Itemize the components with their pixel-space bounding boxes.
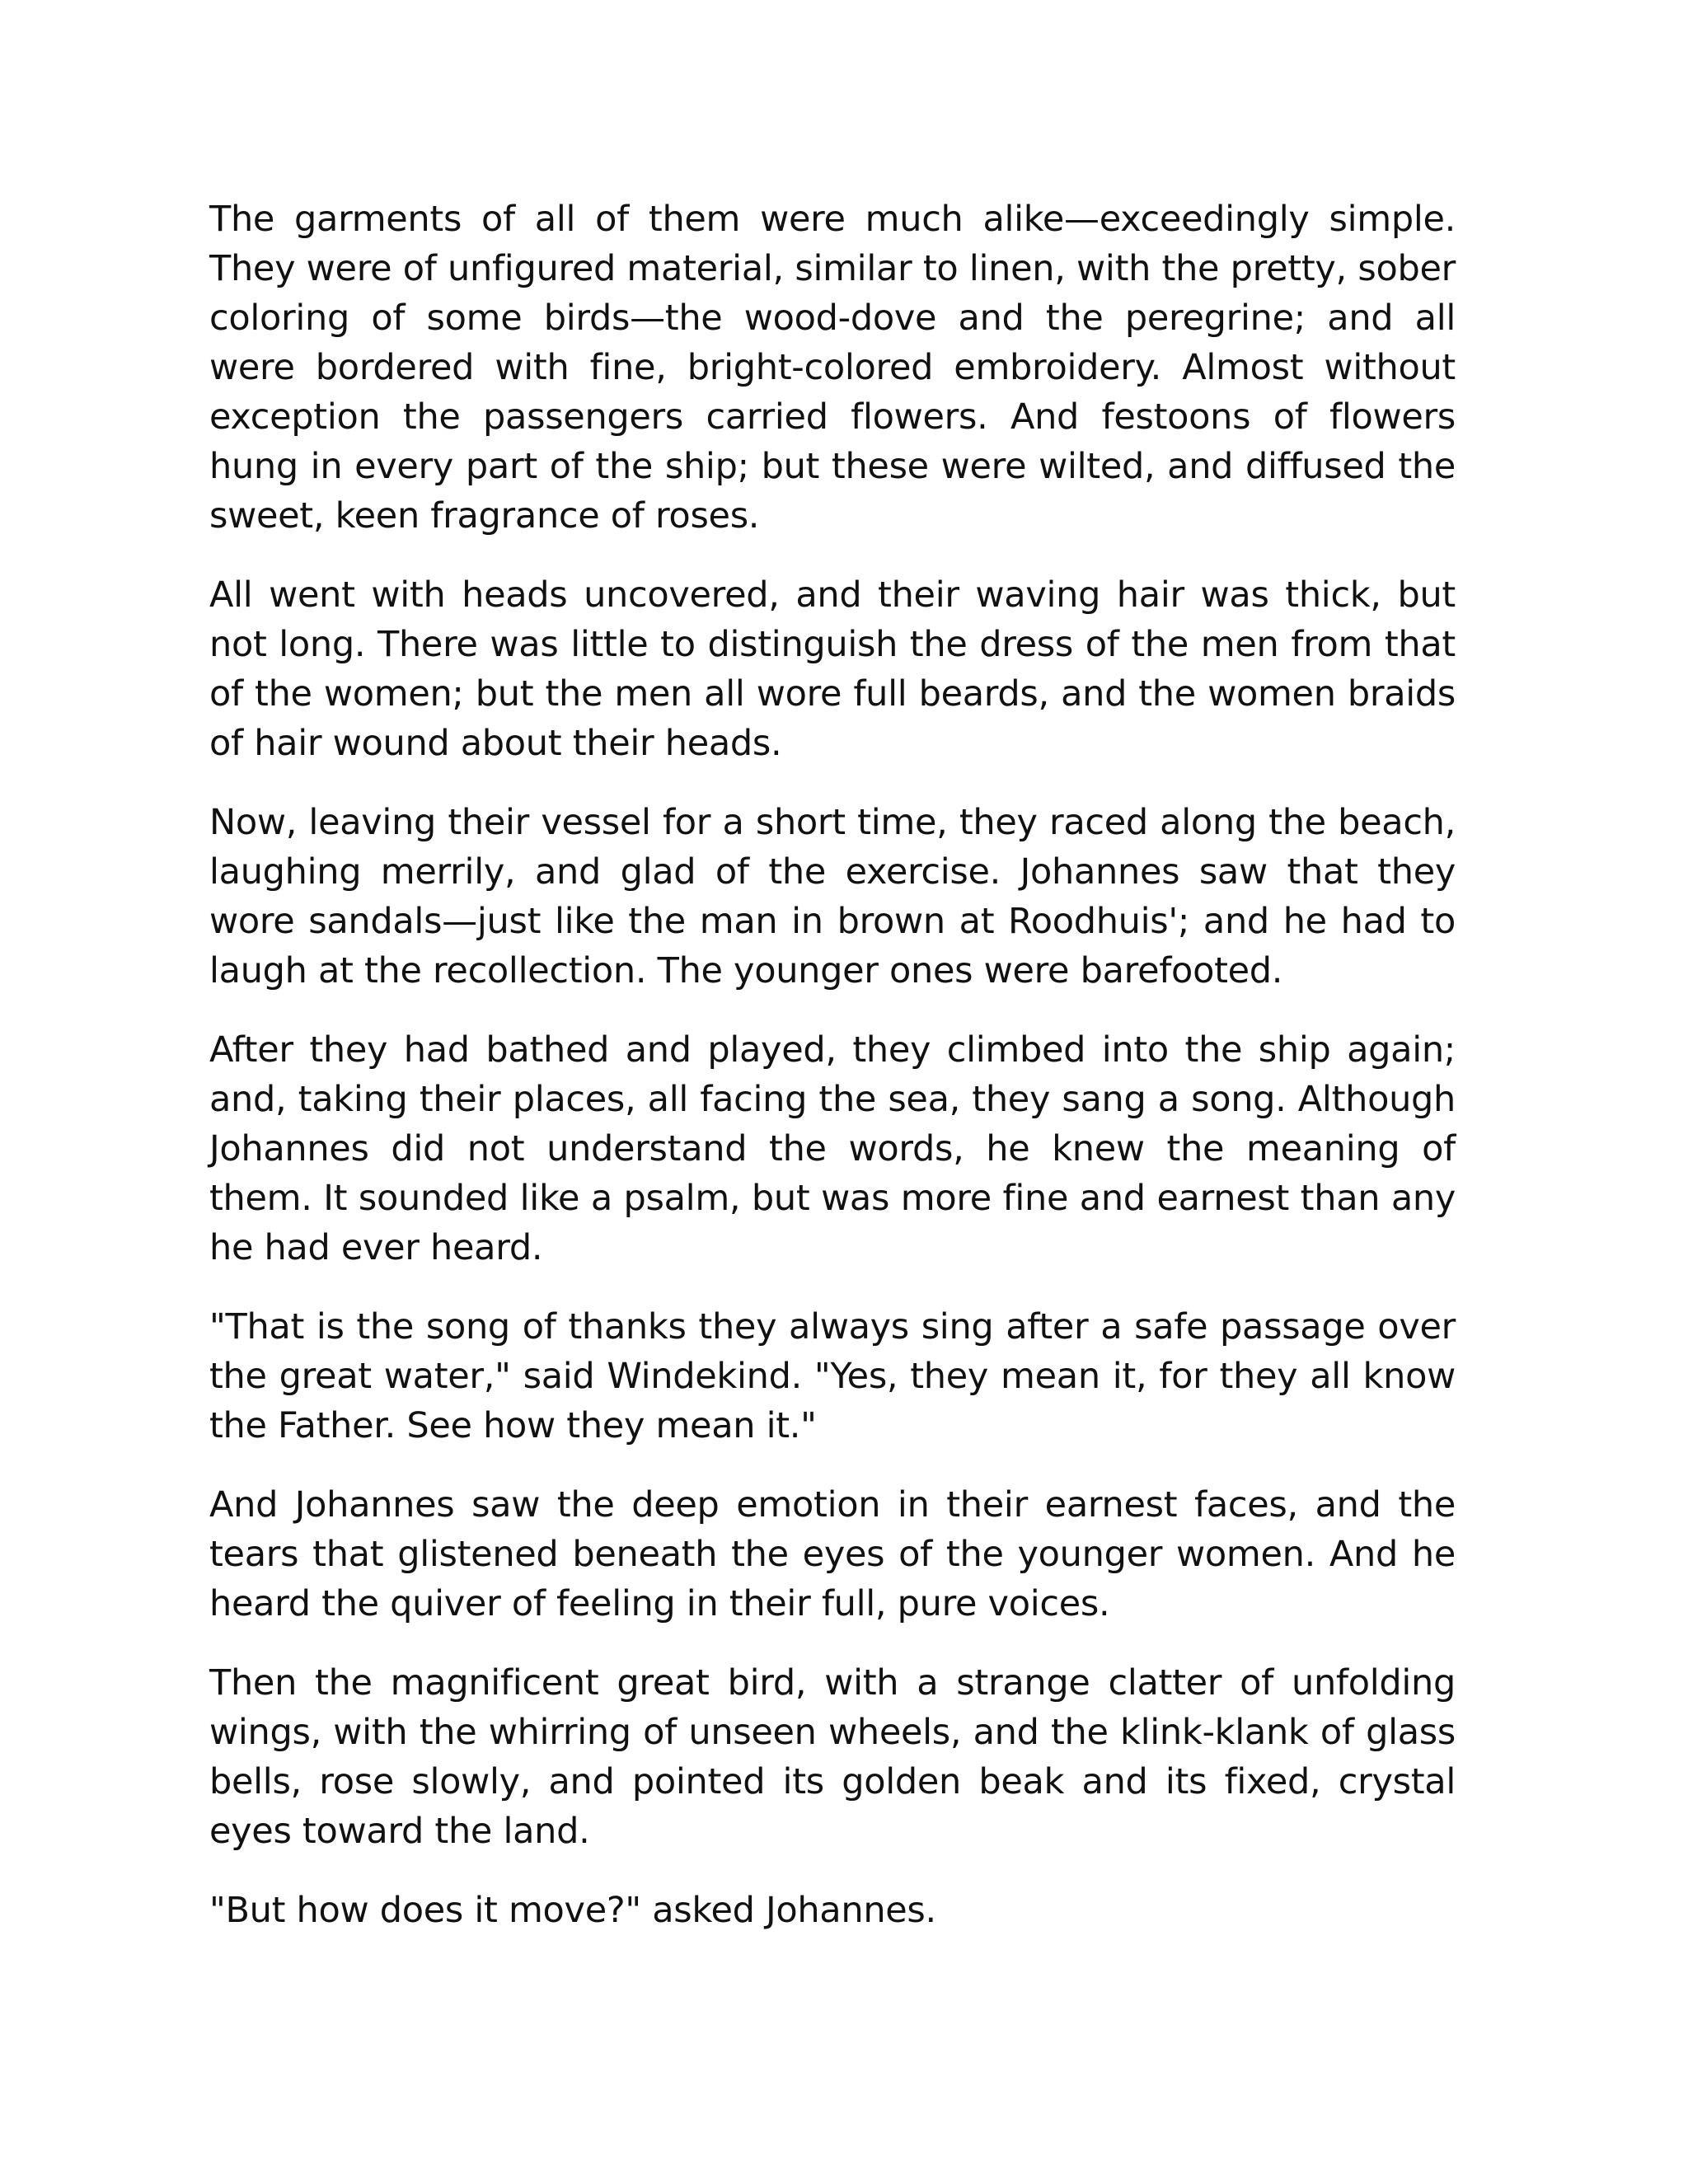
paragraph-4: After they had bathed and played, they climbed into the ship again; and, taking their places, all facing the sea, they sang a song. Although Johannes did not understand the words, he knew the meaning of them. It sounded like a psalm, but was more fine and earnest than any he had ever heard. [209,1029,1456,1268]
paragraph-1: The garments of all of them were much alike—exceedingly simple. They were of unfigured material, similar to linen, with the pretty, sober coloring of some birds—the wood-dove and the peregrine; and all were bordered with fine, bright-colored embroidery. Almost without exception the passengers carried flowers. And festoons of flowers hung in every part of the ship; but these were wilted, and diffused the sweet, keen fragrance of roses. [209,199,1456,537]
paragraph-2: All went with heads uncovered, and their waving hair was thick, but not long. There was little to distinguish the dress of the men from that of the women; but the men all wore full beards, and the women braids of hair wound about their heads. [209,574,1456,764]
paragraph-3: Now, leaving their vessel for a short time, they raced along the beach, laughing merrily, and glad of the exercise. Johannes saw that they wore sandals—just like the man in brown at Roodhuis'; and he had to laugh at the recollection. The younger ones were barefooted. [209,802,1456,991]
paragraph-6: And Johannes saw the deep emotion in their earnest faces, and the tears that glistened beneath the eyes of the younger women. And he heard the quiver of feeling in their full, pure voices. [209,1484,1456,1624]
page-body [209,194,1456,1965]
paragraph-8: "But how does it move?" asked Johannes. [209,1890,936,1931]
paragraph-5: "That is the song of thanks they always sing after a safe passage over the great water," said Windekind. "Yes, they mean it, for they all know the Father. See how they mean it." [209,1306,1456,1446]
paragraph-7: Then the magnificent great bird, with a strange clatter of unfolding wings, with the whirring of unseen wheels, and the klink-klank of glass bells, rose slowly, and pointed its golden beak and its fixed, crystal eyes toward the land. [209,1662,1456,1852]
